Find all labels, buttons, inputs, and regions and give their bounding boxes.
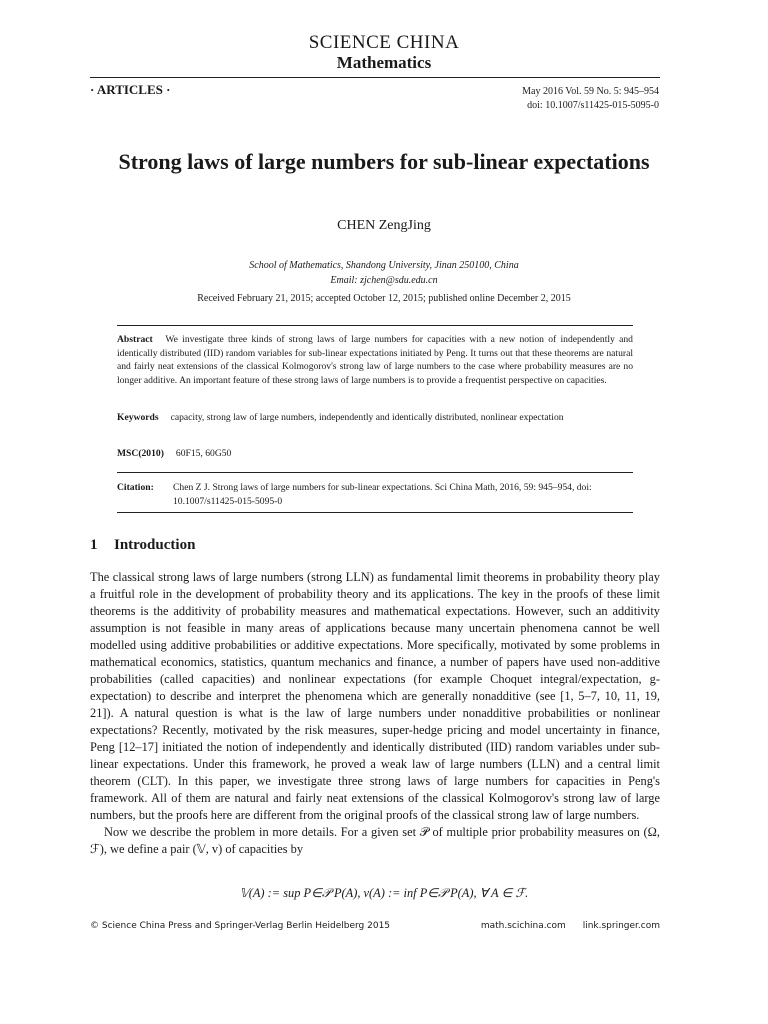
- section-heading: [90, 537, 195, 554]
- keywords-label: Keywords: [117, 412, 159, 423]
- body-text: [90, 569, 660, 858]
- citation: [117, 481, 633, 508]
- journal-subject: Mathematics: [336, 53, 432, 72]
- section-number: 1: [90, 537, 98, 553]
- citation-bottom-rule: [117, 512, 633, 513]
- abstract-top-rule: [117, 325, 633, 326]
- page-footer: [90, 921, 660, 931]
- abstract: [117, 333, 633, 387]
- body-paragraph-1: The classical strong laws of large numbers (strong LLN) as fundamental limit theorems in probability theory play a fruitful role in the development of probability theory and its applications. The key in the proofs of these limit theorems is the additivity of probability measures and mathematical expectations. However, such an additivity assumption is not feasible in many areas of applications because many uncertain phenomena cannot be well modelled using additive probabilities or additive expectations. More specifically, motivated by some problems in mathematical economics, statistics, quantum mechanics and finance, a number of papers have used non-additive probabilities (called capacities) and nonlinear expectations (for example Choquet integral/expectation, g-expectation) to describe and interpret the phenomena which are generally nonadditive (see [1, 5–7, 10, 11, 19, 21]). A natural question is what is the law of large numbers under nonadditive probabilities or nonlinear expectations? Recently, motivated by the risk measures, super-hedge pricing and model uncertainty in finance, Peng [12–17] initiated the notion of independently and identically distributed (IID) random variables under sub-linear expectations. Under this framework, he proved a weak law of large numbers (LLN) and a central limit theorem (CLT). In this paper, we investigate three strong laws of large numbers for capacities in Peng's framework. All of them are natural and fairly neat extensions of the classical Kolmogorov's strong law of large numbers, but the proofs here are different from the original proofs of the classical strong law of large numbers.: [90, 570, 660, 822]
- citation-text: Chen Z J. Strong laws of large numbers for sub-linear expectations. Sci China Math, 2016, 59: 945–954, doi: 10.1007/s11425-015-5095-0: [173, 482, 592, 507]
- footer-links: [481, 921, 660, 931]
- msc: [117, 448, 633, 459]
- paper-author: CHEN ZengJing: [337, 218, 431, 233]
- citation-label: Citation:: [117, 482, 154, 493]
- msc-text: 60F15, 60G50: [175, 448, 232, 459]
- abstract-label: Abstract: [117, 334, 153, 345]
- article-category: · ARTICLES ·: [90, 82, 171, 97]
- author-affiliation-block: [0, 258, 768, 288]
- footer-copyright: © Science China Press and Springer-Verlag Berlin Heidelberg 2015: [90, 921, 391, 931]
- issue-doi: doi: 10.1007/s11425-015-5095-0: [527, 100, 659, 111]
- footer-link-scichina[interactable]: math.scichina.com: [480, 921, 566, 931]
- citation-top-rule: [117, 472, 633, 473]
- abstract-text: We investigate three kinds of strong laws of large numbers for capacities with a new notion of independently and identically distributed (IID) random variables for sub-linear expectations initiated by Peng. It turns out that these theorems are natural and fairly neat extensions of the classical Kolmogorov's strong law of large numbers to the case where probability measures are no longer additive. An important feature of these strong laws of large numbers is to provide a frequentist perspective on capacities.: [117, 334, 633, 386]
- msc-label: MSC(2010): [117, 448, 164, 459]
- keywords-text: capacity, strong law of large numbers, independently and identically distributed, nonlinear expectation: [170, 412, 564, 423]
- footer-link-springer[interactable]: link.springer.com: [582, 921, 660, 931]
- body-paragraph-2: Now we describe the problem in more details. For a given set 𝒫 of multiple prior probability measures on (Ω, ℱ), we define a pair (𝕍, v) of capacities by: [90, 825, 660, 856]
- section-title: Introduction: [114, 537, 196, 553]
- journal-name: SCIENCE CHINA: [308, 32, 460, 53]
- author-email: Email: zjchen@sdu.edu.cn: [330, 275, 438, 286]
- received-dates: Received February 21, 2015; accepted October 12, 2015; published online December 2, 2015: [197, 293, 571, 304]
- capacity-formula: 𝕍(A) := sup P∈𝒫 P(A), v(A) := inf P∈𝒫 P(A), ∀ A ∈ ℱ.: [239, 886, 529, 900]
- keywords: [117, 411, 633, 425]
- header-rule: [90, 77, 660, 78]
- issue-volume: May 2016 Vol. 59 No. 5: 945–954: [522, 86, 659, 97]
- issue-info: [522, 85, 659, 113]
- paper-title: Strong laws of large numbers for sub-linear expectations: [118, 149, 650, 174]
- author-affiliation: School of Mathematics, Shandong University, Jinan 250100, China: [249, 260, 519, 271]
